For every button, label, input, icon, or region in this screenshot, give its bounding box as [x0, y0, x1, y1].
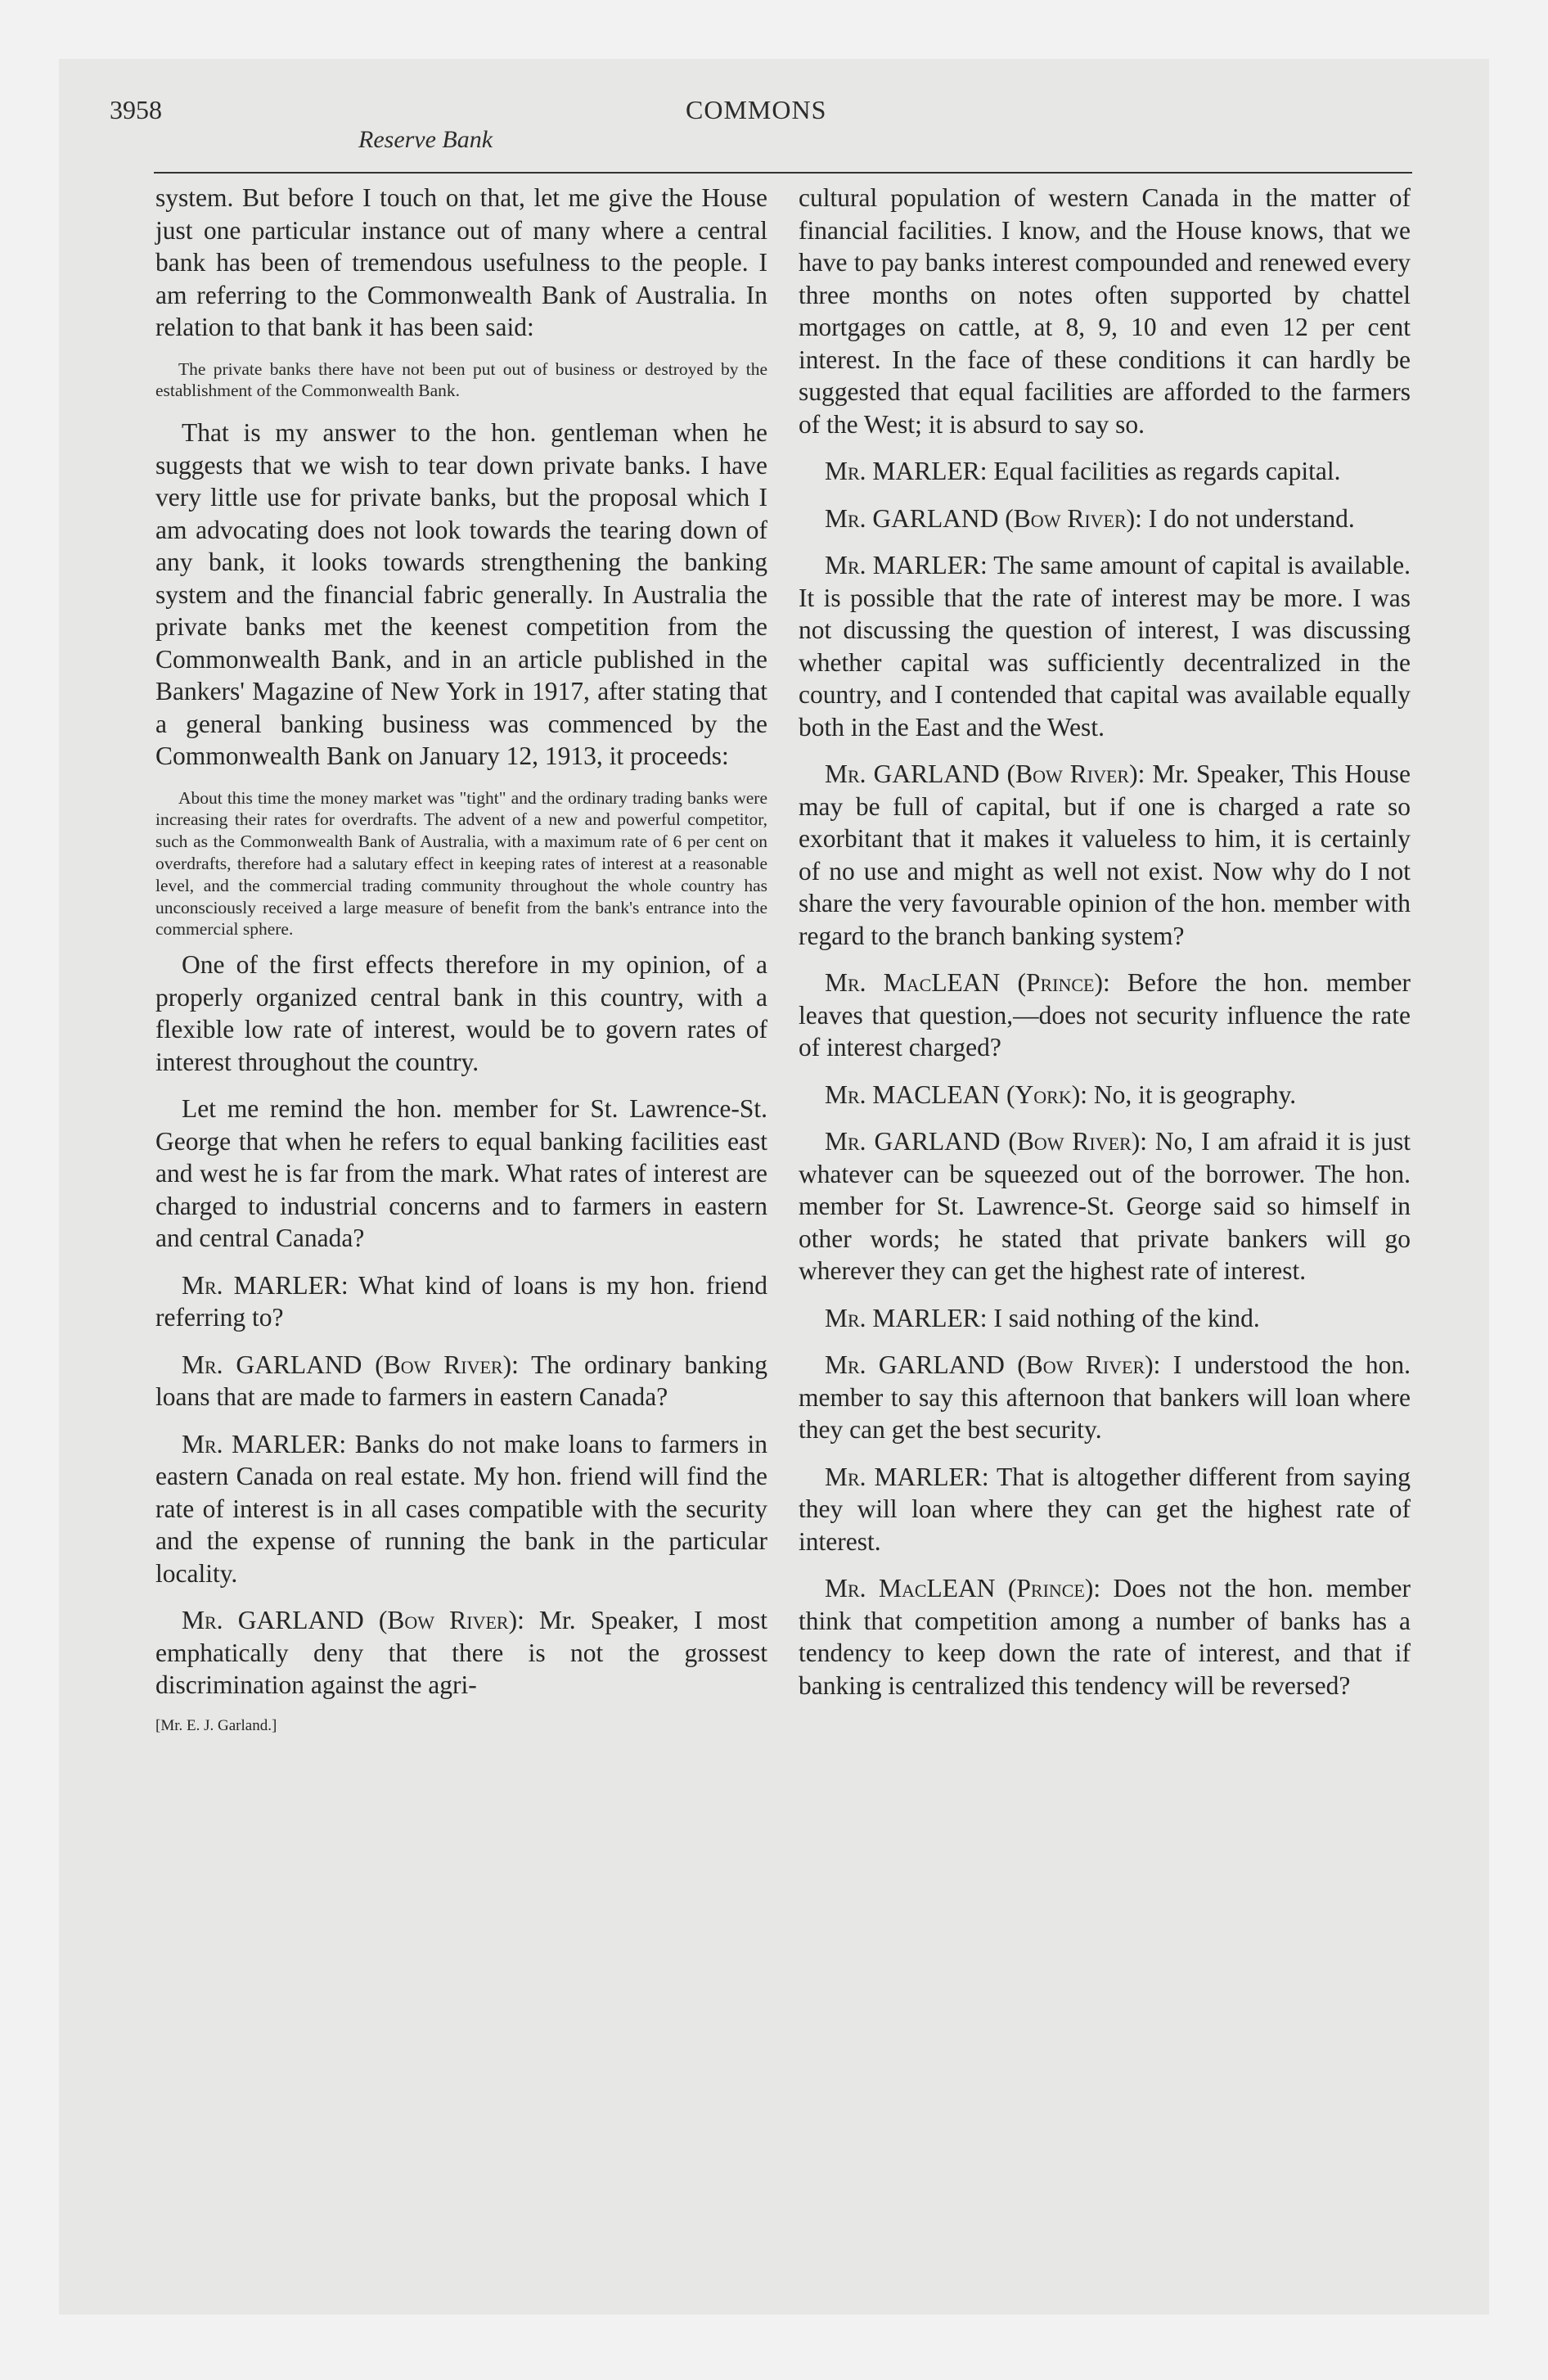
- speaker-name: Mr. MARLER:: [182, 1429, 347, 1458]
- paragraph: system. But before I touch on that, let me give the House just one particular instance out of many where a central bank has been of tremendous usefulness to the people. I am referring to the Commonwealth Bank of Australia. In relation to that bank it has been said:: [155, 183, 767, 341]
- speech-paragraph: [799, 967, 1411, 1064]
- speech-text: Mr. Speaker, I most emphatically deny that there is not the grossest discrimination against the agri-: [155, 1606, 768, 1700]
- speaker-name: Mr. GARLAND (Bow River):: [825, 1350, 1161, 1379]
- speaker-name: Mr. MARLER:: [825, 1303, 988, 1332]
- speech-paragraph: [799, 503, 1411, 535]
- block-quote: About this time the money market was "tight" and the ordinary trading banks were increasing their rates for overdrafts. The advent of a new and powerful competitor, such as the Commonwealth Bank of Australia, with a maximum rate of 6 per cent on overdrafts, therefore had a salutary effect in keeping rates of interest at a reasonable level, and the commercial trading community throughout the whole country has unconsciously received a large measure of benefit from the bank's entrance into the commercial sphere.: [155, 787, 767, 940]
- paragraph: One of the first effects therefore in my opinion, of a properly organized central bank in this country, with a flexible low rate of interest, would be to govern rates of interest throughout the country.: [155, 950, 767, 1076]
- speaker-name: Mr. GARLAND (Bow River):: [182, 1350, 519, 1379]
- speech-text: The ordinary banking loans that are made to farmers in eastern Canada?: [155, 1350, 768, 1412]
- speaker-name: Mr. GARLAND (Bow River):: [825, 503, 1142, 533]
- left-column: [155, 182, 767, 1736]
- speaker-name: Mr. GARLAND (Bow River):: [825, 760, 1145, 788]
- speech-text: Does not the hon. member think that competition among a number of banks has a tendency to keep down the rate of interest, and that if banking is centralized this tendency will be reversed?: [799, 1574, 1411, 1700]
- speech-text: Banks do not make loans to farmers in eastern Canada on real estate. My hon. friend will find the rate of interest is in all cases compatible with the security and the expense of running the bank in the particular locality.: [155, 1429, 768, 1588]
- page-number: 3958: [110, 95, 162, 124]
- speaker-name: Mr. GARLAND (Bow River):: [825, 1127, 1147, 1156]
- paragraph: Let me remind the hon. member for St. Lawrence-St. George that when he refers to equal banking facilities east and west he is far from the mark. What rates of interest are charged to industrial concerns and to farmers in eastern and central Canada?: [155, 1094, 767, 1253]
- speech-paragraph: [799, 1125, 1411, 1287]
- speaker-name: Mr. MacLEAN (Prince):: [825, 1574, 1101, 1602]
- speech-text: Before the hon. member leaves that question,—does not security influence the rate of interest charged?: [799, 968, 1411, 1062]
- speech-paragraph: [799, 1461, 1411, 1558]
- speaker-name: Mr. MARLER:: [825, 551, 988, 579]
- speech-paragraph: [155, 1349, 767, 1413]
- speaker-name: Mr. MARLER:: [182, 1270, 349, 1300]
- speech-paragraph: [799, 1349, 1411, 1446]
- speech-text: I understood the hon. member to say this afternoon that bankers will loan where they can get the best security.: [799, 1350, 1411, 1444]
- speech-paragraph: [155, 1428, 767, 1590]
- paragraph: That is my answer to the hon. gentleman when he suggests that we wish to tear down private banks. I have very little use for private banks, but the proposal which I am advocating does not look towards the tearing down of any bank, it looks towards strengthening the banking system and the financial fabric generally. In Australia the private banks met the keenest competition from the Commonwealth Bank, and in an article published in the Bankers' Magazine of New York in 1917, after stating that a general banking business was commenced by the Commonwealth Bank on January 12, 1913, it proceeds:: [155, 418, 767, 771]
- speech-paragraph: [799, 455, 1411, 488]
- speaker-name: Mr. MACLEAN (York):: [825, 1080, 1087, 1109]
- speaker-name: Mr. MacLEAN (Prince):: [825, 968, 1110, 997]
- speaker-name: Mr. MARLER:: [825, 457, 988, 485]
- speech-paragraph: [799, 758, 1411, 952]
- speech-paragraph: [799, 1079, 1411, 1111]
- speech-text: I said nothing of the kind.: [993, 1303, 1260, 1332]
- speech-paragraph: [799, 549, 1411, 743]
- page-header-title: COMMONS: [686, 95, 827, 124]
- speaker-name: Mr. GARLAND (Bow River):: [182, 1606, 524, 1635]
- speech-text: The same amount of capital is available. It is possible that the rate of interest may be more. I was not discussing the question of interest, I was discussing whether capital was sufficiently decentralized in the country, and I contended that capital was available equally both in the East and the West.: [799, 551, 1411, 741]
- speech-paragraph: [799, 1302, 1411, 1335]
- running-head: Reserve Bank: [358, 126, 493, 153]
- speech-text: Mr. Speaker, This House may be full of capital, but if one is charged a rate so exorbitant that it makes it valueless to him, it is certainly of no use and might as well not exist. Now why do I not share the very favourable opinion of the hon. member with regard to the branch banking system?: [799, 760, 1411, 950]
- speech-text: No, it is geography.: [1093, 1080, 1297, 1109]
- speech-text: What kind of loans is my hon. friend referring to?: [155, 1270, 767, 1332]
- speech-paragraph: [799, 1572, 1411, 1702]
- right-column: [799, 182, 1411, 1716]
- speaker-name: Mr. MARLER:: [825, 1462, 989, 1491]
- speaker-footnote: [Mr. E. J. Garland.]: [155, 1716, 277, 1734]
- speech-text: No, I am afraid it is just whatever can be squeezed out of the borrower. The hon. member for St. Lawrence-St. George said so himself in other words; he stated that private bankers will go wherever they can get the highest rate of interest.: [799, 1127, 1411, 1285]
- speech-paragraph: [155, 1269, 767, 1334]
- paragraph: cultural population of western Canada in the matter of financial facilities. I know, and the House knows, that we have to pay banks interest compounded and renewed every three months on notes often supported by chattel mortgages on cattle, at 8, 9, 10 and even 12 per cent interest. In the face of these conditions it can hardly be suggested that equal facilities are afforded to the farmers of the West; it is absurd to say so.: [799, 183, 1411, 439]
- speech-text: I do not understand.: [1148, 503, 1355, 533]
- speech-paragraph: [155, 1604, 767, 1702]
- speech-text: Equal facilities as regards capital.: [993, 457, 1341, 485]
- header-rule: [154, 172, 1412, 174]
- speech-text: That is altogether different from saying they will loan where they can get the highest rate of interest.: [799, 1462, 1411, 1556]
- block-quote: The private banks there have not been put out of business or destroyed by the establishment of the Commonwealth Bank.: [155, 358, 767, 401]
